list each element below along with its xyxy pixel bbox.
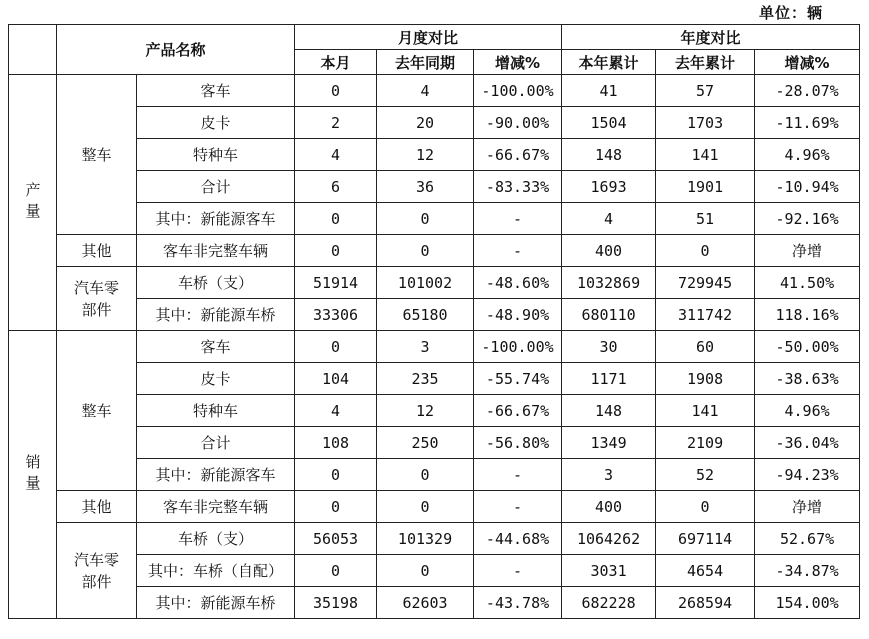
cell-yearly-change: 154.00% xyxy=(755,587,860,619)
cell-current-month: 0 xyxy=(295,331,377,363)
category-label: 其他 xyxy=(57,491,137,523)
cell-monthly-change: -56.80% xyxy=(474,427,562,459)
cell-same-period-last-year: 0 xyxy=(377,235,474,267)
cell-current-month: 0 xyxy=(295,555,377,587)
item-label: 其中：车桥（自配） xyxy=(137,555,295,587)
cell-yearly-change: 118.16% xyxy=(755,299,860,331)
cell-same-period-last-year: 0 xyxy=(377,203,474,235)
item-label: 其中：新能源车桥 xyxy=(137,587,295,619)
cell-same-period-last-year: 101002 xyxy=(377,267,474,299)
cell-current-month: 56053 xyxy=(295,523,377,555)
cell-last-year-ytd: 57 xyxy=(656,75,755,107)
cell-monthly-change: -48.60% xyxy=(474,267,562,299)
cell-same-period-last-year: 101329 xyxy=(377,523,474,555)
cell-current-month: 0 xyxy=(295,459,377,491)
cell-last-year-ytd: 311742 xyxy=(656,299,755,331)
item-label: 其中：新能源车桥 xyxy=(137,299,295,331)
cell-same-period-last-year: 62603 xyxy=(377,587,474,619)
table-row xyxy=(9,267,860,299)
cell-same-period-last-year: 65180 xyxy=(377,299,474,331)
cell-monthly-change: -44.68% xyxy=(474,523,562,555)
table-row xyxy=(9,459,860,491)
header-monthly: 月度对比 xyxy=(295,25,562,50)
cell-same-period-last-year: 3 xyxy=(377,331,474,363)
cell-same-period-last-year: 250 xyxy=(377,427,474,459)
table-row xyxy=(9,491,860,523)
cell-yearly-change: 41.50% xyxy=(755,267,860,299)
cell-current-month: 0 xyxy=(295,203,377,235)
cell-yearly-change: -28.07% xyxy=(755,75,860,107)
cell-same-period-last-year: 0 xyxy=(377,555,474,587)
cell-current-month: 108 xyxy=(295,427,377,459)
cell-ytd: 1032869 xyxy=(562,267,656,299)
cell-ytd: 400 xyxy=(562,235,656,267)
category-label: 整车 xyxy=(57,331,137,491)
cell-yearly-change: -94.23% xyxy=(755,459,860,491)
cell-current-month: 104 xyxy=(295,363,377,395)
cell-current-month: 0 xyxy=(295,75,377,107)
header-product-name: 产品名称 xyxy=(57,25,295,75)
header-col-same-period-last-year: 去年同期 xyxy=(377,50,474,75)
cell-ytd: 1064262 xyxy=(562,523,656,555)
item-label: 客车 xyxy=(137,75,295,107)
cell-monthly-change: - xyxy=(474,555,562,587)
item-label: 皮卡 xyxy=(137,363,295,395)
item-label: 特种车 xyxy=(137,139,295,171)
cell-current-month: 2 xyxy=(295,107,377,139)
cell-last-year-ytd: 60 xyxy=(656,331,755,363)
cell-current-month: 4 xyxy=(295,139,377,171)
item-label: 其中：新能源客车 xyxy=(137,459,295,491)
table-body xyxy=(9,75,860,619)
category-label: 整车 xyxy=(57,75,137,235)
category-label: 其他 xyxy=(57,235,137,267)
cell-ytd: 3031 xyxy=(562,555,656,587)
item-label: 其中：新能源客车 xyxy=(137,203,295,235)
cell-current-month: 33306 xyxy=(295,299,377,331)
cell-yearly-change: -92.16% xyxy=(755,203,860,235)
cell-monthly-change: -100.00% xyxy=(474,331,562,363)
cell-current-month: 0 xyxy=(295,235,377,267)
cell-last-year-ytd: 1901 xyxy=(656,171,755,203)
header-col-yearly-change: 增减% xyxy=(755,50,860,75)
section-label: 产量 xyxy=(9,75,57,331)
cell-last-year-ytd: 141 xyxy=(656,139,755,171)
table-row xyxy=(9,427,860,459)
header-section-blank xyxy=(9,25,57,75)
item-label: 皮卡 xyxy=(137,107,295,139)
cell-ytd: 1171 xyxy=(562,363,656,395)
item-label: 客车非完整车辆 xyxy=(137,235,295,267)
cell-current-month: 4 xyxy=(295,395,377,427)
item-label: 车桥（支） xyxy=(137,523,295,555)
cell-last-year-ytd: 0 xyxy=(656,235,755,267)
cell-current-month: 51914 xyxy=(295,267,377,299)
category-label: 汽车零部件 xyxy=(57,267,137,331)
cell-last-year-ytd: 729945 xyxy=(656,267,755,299)
cell-monthly-change: -48.90% xyxy=(474,299,562,331)
cell-ytd: 3 xyxy=(562,459,656,491)
cell-ytd: 1349 xyxy=(562,427,656,459)
cell-monthly-change: -90.00% xyxy=(474,107,562,139)
cell-last-year-ytd: 1908 xyxy=(656,363,755,395)
cell-ytd: 400 xyxy=(562,491,656,523)
cell-yearly-change: -10.94% xyxy=(755,171,860,203)
header-col-monthly-change: 增减% xyxy=(474,50,562,75)
header-col-last-year-ytd: 去年累计 xyxy=(656,50,755,75)
item-label: 车桥（支） xyxy=(137,267,295,299)
cell-monthly-change: - xyxy=(474,203,562,235)
cell-ytd: 4 xyxy=(562,203,656,235)
section-label: 销量 xyxy=(9,331,57,619)
cell-monthly-change: -43.78% xyxy=(474,587,562,619)
table-row xyxy=(9,171,860,203)
cell-yearly-change: 4.96% xyxy=(755,395,860,427)
cell-ytd: 148 xyxy=(562,139,656,171)
cell-last-year-ytd: 52 xyxy=(656,459,755,491)
cell-yearly-change: 4.96% xyxy=(755,139,860,171)
cell-ytd: 41 xyxy=(562,75,656,107)
table-row xyxy=(9,555,860,587)
cell-same-period-last-year: 20 xyxy=(377,107,474,139)
cell-current-month: 35198 xyxy=(295,587,377,619)
cell-monthly-change: -66.67% xyxy=(474,139,562,171)
cell-monthly-change: - xyxy=(474,491,562,523)
item-label: 客车 xyxy=(137,331,295,363)
cell-ytd: 30 xyxy=(562,331,656,363)
cell-monthly-change: - xyxy=(474,235,562,267)
table-row xyxy=(9,523,860,555)
cell-yearly-change: 净增 xyxy=(755,491,860,523)
production-sales-table xyxy=(8,24,860,619)
cell-monthly-change: -55.74% xyxy=(474,363,562,395)
cell-same-period-last-year: 12 xyxy=(377,139,474,171)
cell-last-year-ytd: 0 xyxy=(656,491,755,523)
cell-last-year-ytd: 1703 xyxy=(656,107,755,139)
table-row xyxy=(9,203,860,235)
category-label: 汽车零部件 xyxy=(57,523,137,619)
cell-yearly-change: -38.63% xyxy=(755,363,860,395)
cell-last-year-ytd: 268594 xyxy=(656,587,755,619)
cell-monthly-change: -100.00% xyxy=(474,75,562,107)
cell-same-period-last-year: 4 xyxy=(377,75,474,107)
cell-yearly-change: -50.00% xyxy=(755,331,860,363)
cell-current-month: 0 xyxy=(295,491,377,523)
unit-label: 单位：辆 xyxy=(758,4,823,22)
cell-last-year-ytd: 697114 xyxy=(656,523,755,555)
cell-same-period-last-year: 36 xyxy=(377,171,474,203)
table-row xyxy=(9,395,860,427)
table-row xyxy=(9,139,860,171)
cell-last-year-ytd: 51 xyxy=(656,203,755,235)
cell-ytd: 1504 xyxy=(562,107,656,139)
table-row xyxy=(9,363,860,395)
cell-ytd: 148 xyxy=(562,395,656,427)
table-row xyxy=(9,299,860,331)
item-label: 合计 xyxy=(137,171,295,203)
cell-monthly-change: -83.33% xyxy=(474,171,562,203)
cell-yearly-change: -11.69% xyxy=(755,107,860,139)
cell-ytd: 1693 xyxy=(562,171,656,203)
table-row xyxy=(9,331,860,363)
cell-yearly-change: 净增 xyxy=(755,235,860,267)
cell-last-year-ytd: 4654 xyxy=(656,555,755,587)
cell-monthly-change: -66.67% xyxy=(474,395,562,427)
cell-same-period-last-year: 12 xyxy=(377,395,474,427)
cell-yearly-change: 52.67% xyxy=(755,523,860,555)
cell-same-period-last-year: 0 xyxy=(377,459,474,491)
cell-yearly-change: -34.87% xyxy=(755,555,860,587)
cell-current-month: 6 xyxy=(295,171,377,203)
table-row xyxy=(9,235,860,267)
cell-same-period-last-year: 0 xyxy=(377,491,474,523)
table-row xyxy=(9,107,860,139)
header-col-current-month: 本月 xyxy=(295,50,377,75)
header-yearly: 年度对比 xyxy=(562,25,860,50)
cell-ytd: 682228 xyxy=(562,587,656,619)
cell-last-year-ytd: 2109 xyxy=(656,427,755,459)
table-row xyxy=(9,75,860,107)
item-label: 合计 xyxy=(137,427,295,459)
cell-same-period-last-year: 235 xyxy=(377,363,474,395)
table-row xyxy=(9,587,860,619)
item-label: 特种车 xyxy=(137,395,295,427)
header-col-ytd: 本年累计 xyxy=(562,50,656,75)
table-header xyxy=(9,25,860,75)
item-label: 客车非完整车辆 xyxy=(137,491,295,523)
cell-ytd: 680110 xyxy=(562,299,656,331)
cell-monthly-change: - xyxy=(474,459,562,491)
cell-yearly-change: -36.04% xyxy=(755,427,860,459)
cell-last-year-ytd: 141 xyxy=(656,395,755,427)
